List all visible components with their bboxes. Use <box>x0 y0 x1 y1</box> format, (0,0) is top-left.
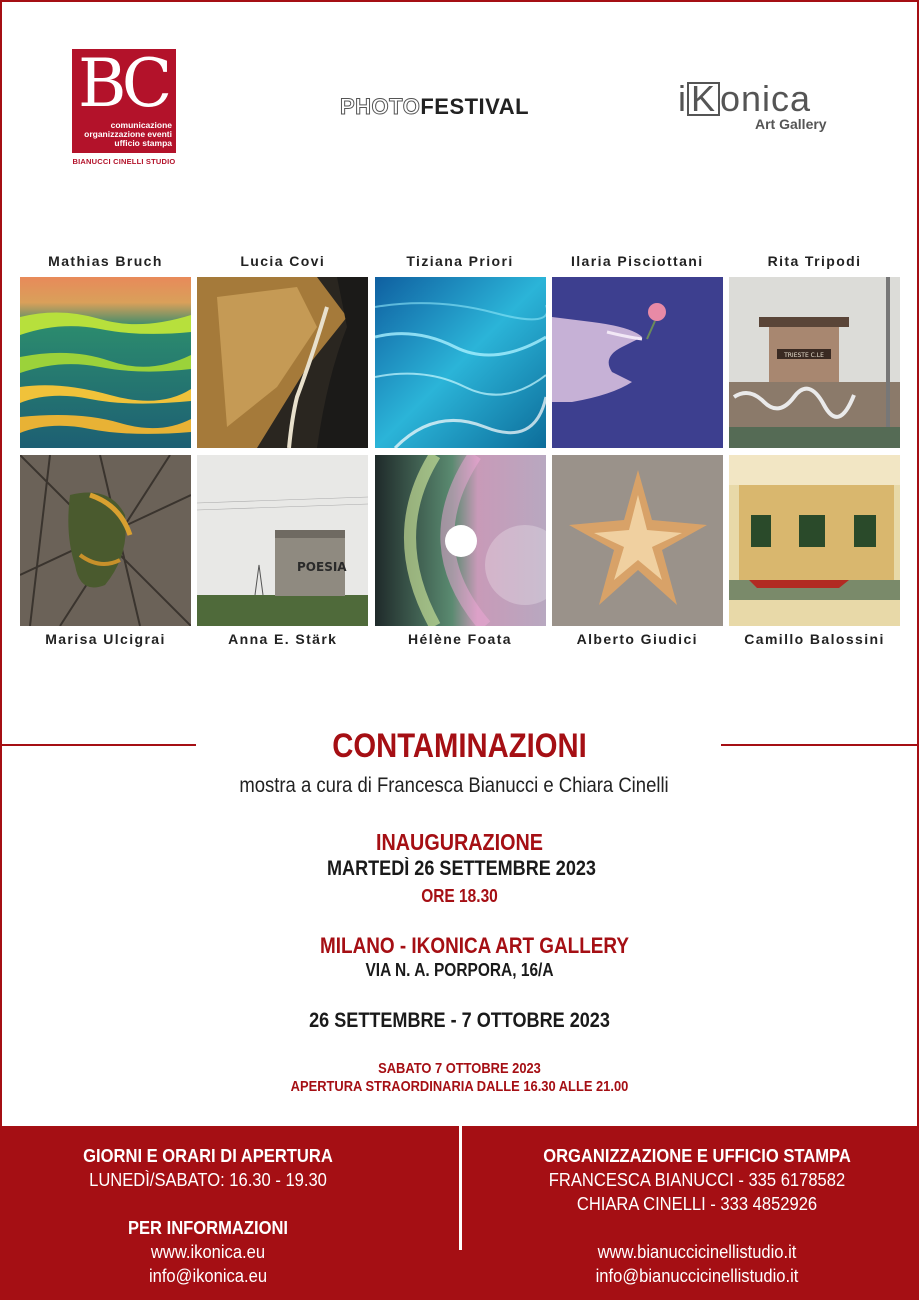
artist-name: Ilaria Pisciottani <box>570 253 704 269</box>
artist-name: Marisa Ulcigrai <box>45 631 166 647</box>
gallery-website-link[interactable]: www.ikonica.eu <box>150 1242 266 1262</box>
footer-opening-info <box>0 1144 418 1288</box>
photo-festival-outline-text: PHOTO <box>340 94 421 119</box>
photo-festival-solid-text: FESTIVAL <box>420 94 530 119</box>
footer-divider <box>459 1126 462 1250</box>
exhibition-title: CONTAMINAZIONI <box>332 727 587 765</box>
inauguration-date: MARTEDÌ 26 SETTEMBRE 2023 <box>327 857 596 880</box>
bc-logo-lines <box>84 121 172 148</box>
bc-logo-line: organizzazione eventi <box>84 129 172 139</box>
artist-name: Rita Tripodi <box>767 253 862 269</box>
bc-logo-line: comunicazione <box>110 120 172 130</box>
artwork-rita-tripodi <box>729 277 900 448</box>
opening-hours-title: GIORNI E ORARI DI APERTURA <box>83 1146 333 1166</box>
ikonica-logo <box>678 78 811 120</box>
studio-email-link[interactable]: info@bianuccicinellistudio.it <box>595 1266 799 1286</box>
bc-logo-mark: BC <box>78 45 167 122</box>
artist-names-top <box>20 253 900 269</box>
artist-name: Anna E. Stärk <box>228 631 338 647</box>
artwork-row-bottom <box>20 455 900 626</box>
artwork-helene-foata <box>375 455 546 626</box>
artist-name: Camillo Balossini <box>744 631 885 647</box>
curators-line: mostra a cura di Francesca Bianucci e Chiara Cinelli <box>239 774 669 797</box>
special-opening-hours: APERTURA STRAORDINARIA DALLE 16.30 ALLE 21.00 <box>290 1078 629 1095</box>
trieste-sign: TRIESTE C.LE <box>784 352 824 359</box>
footer <box>0 1126 919 1300</box>
contact-bianucci: FRANCESCA BIANUCCI - 335 6178582 <box>548 1170 846 1190</box>
poesia-graffiti: POESIA <box>297 560 347 574</box>
artwork-camillo-balossini <box>729 455 900 626</box>
artwork-tiziana-priori <box>375 277 546 448</box>
venue: MILANO - IKONICA ART GALLERY <box>319 933 630 958</box>
bc-logo-line: ufficio stampa <box>114 138 172 148</box>
ikonica-logo-subtitle: Art Gallery <box>755 116 827 132</box>
header <box>0 0 919 200</box>
organization-title: ORGANIZZAZIONE E UFFICIO STAMPA <box>543 1146 851 1166</box>
ikonica-logo-i: i <box>678 78 687 119</box>
address: VIA N. A. PORPORA, 16/A <box>365 960 554 980</box>
artist-name: Alberto Giudici <box>576 631 698 647</box>
artist-name: Tiziana Priori <box>406 253 514 269</box>
bc-studio-logo <box>72 45 176 153</box>
artist-name: Lucia Covi <box>240 253 326 269</box>
studio-website-link[interactable]: www.bianuccicinellistudio.it <box>597 1242 797 1262</box>
photo-festival-logo <box>340 94 529 120</box>
artwork-mathias-bruch <box>20 277 191 448</box>
special-opening-day: SABATO 7 OTTOBRE 2023 <box>378 1060 541 1077</box>
footer-organization-info <box>487 1144 907 1288</box>
artist-names-bottom <box>20 631 900 647</box>
artist-name: Hélène Foata <box>408 631 512 647</box>
inauguration-time: ORE 18.30 <box>421 886 498 906</box>
exhibition-dates: 26 SETTEMBRE - 7 OTTOBRE 2023 <box>309 1009 610 1032</box>
ikonica-logo-k: K <box>687 82 720 116</box>
artist-name: Mathias Bruch <box>48 253 163 269</box>
artwork-alberto-giudici <box>552 455 723 626</box>
artwork-lucia-covi <box>197 277 368 448</box>
info-title: PER INFORMAZIONI <box>127 1218 289 1238</box>
artwork-marisa-ulcigrai <box>20 455 191 626</box>
inauguration-label: INAUGURAZIONE <box>375 829 544 855</box>
artwork-anna-stark <box>197 455 368 626</box>
artwork-row-top <box>20 277 900 448</box>
artwork-ilaria-pisciottani <box>552 277 723 448</box>
opening-hours: LUNEDÌ/SABATO: 16.30 - 19.30 <box>89 1170 327 1190</box>
bc-studio-name: BIANUCCI CINELLI STUDIO <box>72 157 176 166</box>
gallery-email-link[interactable]: info@ikonica.eu <box>148 1266 268 1286</box>
ikonica-logo-rest: onica <box>720 78 812 119</box>
contact-cinelli: CHIARA CINELLI - 333 4852926 <box>576 1194 818 1214</box>
